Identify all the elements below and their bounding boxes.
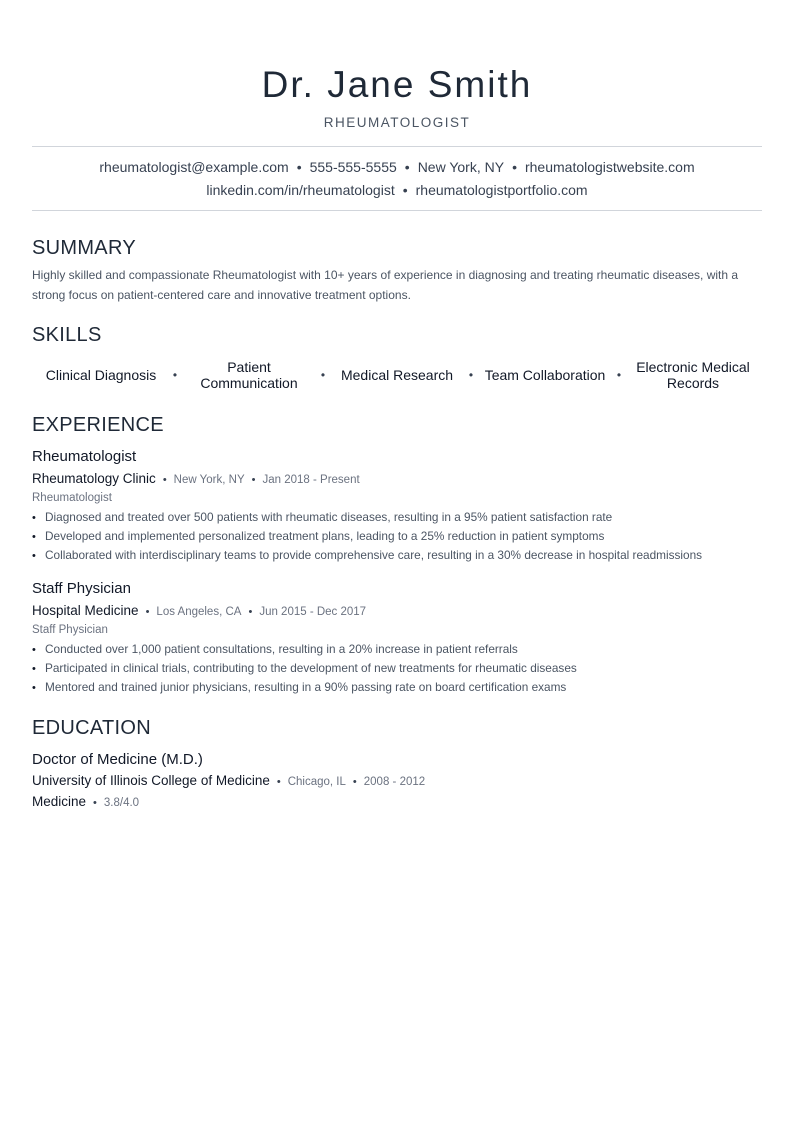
skills-list xyxy=(32,359,762,391)
separator-dot: • xyxy=(276,776,281,788)
job-bullets xyxy=(32,640,762,697)
bullet-icon: • xyxy=(32,550,36,562)
bullet-text: Collaborated with interdisciplinary teams to provide comprehensive care, resulting in a 30% decrease in hospital readmissions xyxy=(45,548,703,562)
skills-heading: SKILLS xyxy=(32,324,102,346)
separator-dot: • xyxy=(404,159,410,175)
skill-item: Medical Research xyxy=(340,367,454,383)
separator-dot: • xyxy=(251,474,256,486)
education-field: Medicine xyxy=(32,794,87,809)
job-organization: Hospital Medicine xyxy=(32,603,139,618)
job-meta xyxy=(32,471,762,488)
skill-item: Team Collaboration xyxy=(484,367,606,383)
separator-dot: • xyxy=(145,606,150,618)
contact-website[interactable]: rheumatologistwebsite.com xyxy=(524,159,695,175)
bullet-icon: • xyxy=(32,663,36,675)
list-item xyxy=(32,546,762,565)
contact-block xyxy=(32,147,762,210)
education-meta xyxy=(32,773,762,790)
bullet-text: Diagnosed and treated over 500 patients with rheumatic diseases, resulting in a 95% patient satisfaction rate xyxy=(45,510,613,524)
list-item xyxy=(32,678,762,697)
education-section xyxy=(32,716,762,811)
bullet-icon: • xyxy=(32,531,36,543)
candidate-name: Dr. Jane Smith xyxy=(261,64,533,105)
job-meta xyxy=(32,603,762,620)
job-organization: Rheumatology Clinic xyxy=(32,471,156,486)
contact-email[interactable]: rheumatologist@example.com xyxy=(99,159,289,175)
job-role: Rheumatologist xyxy=(32,492,112,504)
bullet-text: Developed and implemented personalized treatment plans, leading to a 25% reduction in patient symptoms xyxy=(45,529,605,543)
separator-dot: • xyxy=(162,474,167,486)
summary-section xyxy=(32,236,762,305)
skill-item: Clinical Diagnosis xyxy=(45,367,157,383)
education-field-line xyxy=(32,794,762,811)
separator-dot: • xyxy=(93,797,97,809)
skill-item: Patient Communication xyxy=(200,359,298,391)
job-bullets xyxy=(32,508,762,565)
resume-header xyxy=(32,0,762,131)
list-item xyxy=(32,508,762,527)
school-name: University of Illinois College of Medicine xyxy=(32,773,270,788)
job-title: Staff Physician xyxy=(32,580,131,597)
bullet-icon: • xyxy=(32,682,36,694)
school-location: Chicago, IL xyxy=(287,776,346,788)
separator-dot: • xyxy=(352,776,357,788)
list-item xyxy=(32,640,762,659)
contact-divider xyxy=(32,210,762,211)
contact-phone[interactable]: 555-555-5555 xyxy=(309,159,397,175)
candidate-title: RHEUMATOLOGIST xyxy=(323,115,471,130)
contact-portfolio[interactable]: rheumatologistportfolio.com xyxy=(415,182,588,198)
summary-heading: SUMMARY xyxy=(32,237,136,259)
job-entry xyxy=(32,448,762,565)
degree-title: Doctor of Medicine (M.D.) xyxy=(32,751,203,768)
experience-section xyxy=(32,413,762,697)
summary-text: Highly skilled and compassionate Rheumatologist with 10+ years of experience in diagnosing and treating rheumatic diseases, with a strong focus on patient-centered care and innovative treatment options. xyxy=(32,268,739,302)
bullet-text: Mentored and trained junior physicians, resulting in a 90% passing rate on board certification exams xyxy=(45,680,567,694)
bullet-text: Participated in clinical trials, contributing to the development of new treatments for rheumatic diseases xyxy=(45,661,577,675)
contact-linkedin[interactable]: linkedin.com/in/rheumatologist xyxy=(206,182,395,198)
skills-section xyxy=(32,323,762,391)
separator-dot: • xyxy=(616,368,622,382)
job-title: Rheumatologist xyxy=(32,448,137,465)
separator-dot: • xyxy=(172,368,178,382)
separator-dot: • xyxy=(402,182,408,198)
bullet-icon: • xyxy=(32,644,36,656)
separator-dot: • xyxy=(248,606,253,618)
contact-line-1 xyxy=(32,156,762,179)
education-dates: 2008 - 2012 xyxy=(363,776,426,788)
separator-dot: • xyxy=(320,368,326,382)
job-dates: Jan 2018 - Present xyxy=(262,474,360,486)
education-heading: EDUCATION xyxy=(32,717,151,739)
job-dates: Jun 2015 - Dec 2017 xyxy=(259,606,367,618)
job-role: Staff Physician xyxy=(32,624,108,636)
contact-line-2 xyxy=(32,179,762,202)
job-location: Los Angeles, CA xyxy=(156,606,242,618)
bullet-text: Conducted over 1,000 patient consultations, resulting in a 20% increase in patient referrals xyxy=(45,642,518,656)
bullet-icon: • xyxy=(32,512,36,524)
experience-heading: EXPERIENCE xyxy=(32,414,164,436)
list-item xyxy=(32,527,762,546)
skill-item: Electronic Medical Records xyxy=(636,359,750,391)
resume-page xyxy=(32,0,762,811)
contact-location: New York, NY xyxy=(417,159,505,175)
separator-dot: • xyxy=(468,368,474,382)
job-entry xyxy=(32,580,762,697)
separator-dot: • xyxy=(296,159,302,175)
list-item xyxy=(32,659,762,678)
job-location: New York, NY xyxy=(173,474,245,486)
separator-dot: • xyxy=(512,159,517,175)
education-gpa: 3.8/4.0 xyxy=(103,797,140,809)
